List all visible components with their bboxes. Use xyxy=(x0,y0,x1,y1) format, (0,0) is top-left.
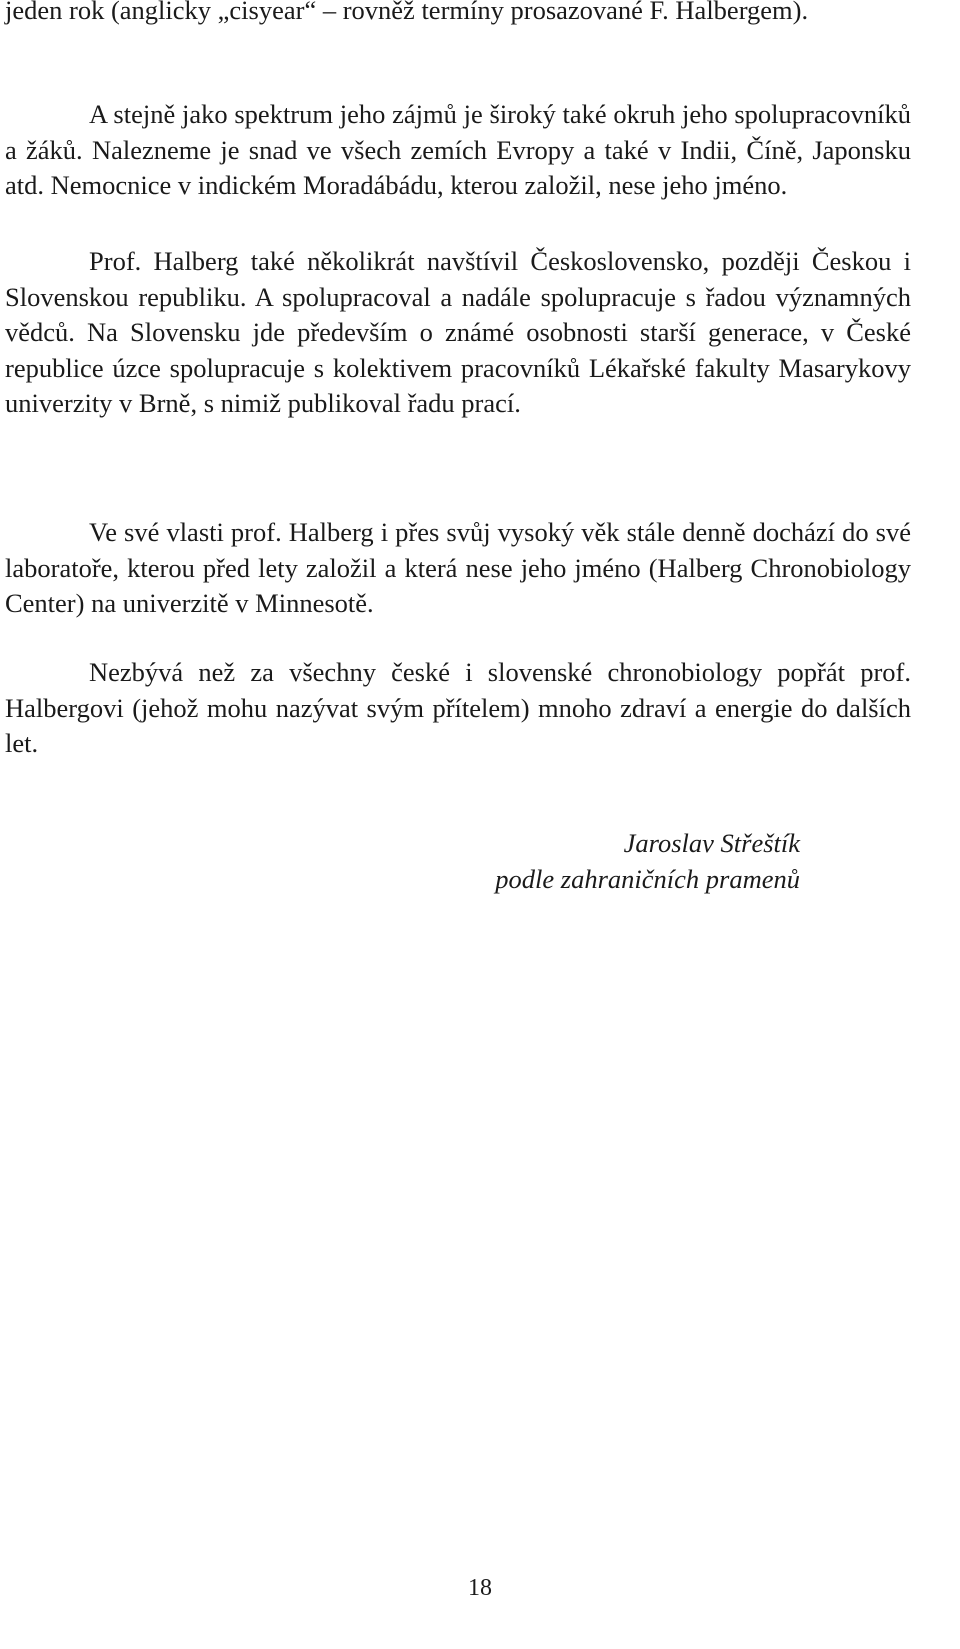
paragraph-continuation: jeden rok (anglicky „cisyear“ – rovněž termíny prosazované F. Halbergem). xyxy=(5,0,809,25)
paragraph-wishes: Nezbývá než za všechny české i slovenské chronobiology popřát prof. Halbergovi (jehož mohu nazývat svým přítelem) mnoho zdraví a energie do dalších let. xyxy=(5,657,911,758)
paragraph-collaborators: A stejně jako spektrum jeho zájmů je široký také okruh jeho spolupracovníků a žáků. Nalezneme je snad ve všech zemích Evropy a také v Indii, Číně, Japonsku atd. Nemocnice v indickém Moradábádu, kterou založil, nese jeho jméno. xyxy=(5,99,911,200)
signature-source: podle zahraničních pramenů xyxy=(495,863,800,894)
signature-block xyxy=(440,826,800,897)
paragraph-visits: Prof. Halberg také několikrát navštívil Československo, později Českou i Slovenskou republiku. A spolupracoval a nadále spolupracuje s řadou významných vědců. Na Slovensku jde především o známé osobnosti starší generace, v České republice úzce spolupracuje s kolektivem pracovníků Lékařské fakulty Masarykovy univerzity v Brně, s nimiž publikoval řadu prací. xyxy=(5,246,911,418)
paragraph-laboratory: Ve své vlasti prof. Halberg i přes svůj vysoký věk stále denně dochází do své laboratoře, kterou před lety založil a která nese jeho jméno (Halberg Chronobiology Center) na univerzitě v Minnesotě. xyxy=(5,517,911,618)
signature-author: Jaroslav Střeštík xyxy=(623,828,800,858)
page-number: 18 xyxy=(468,1575,492,1601)
